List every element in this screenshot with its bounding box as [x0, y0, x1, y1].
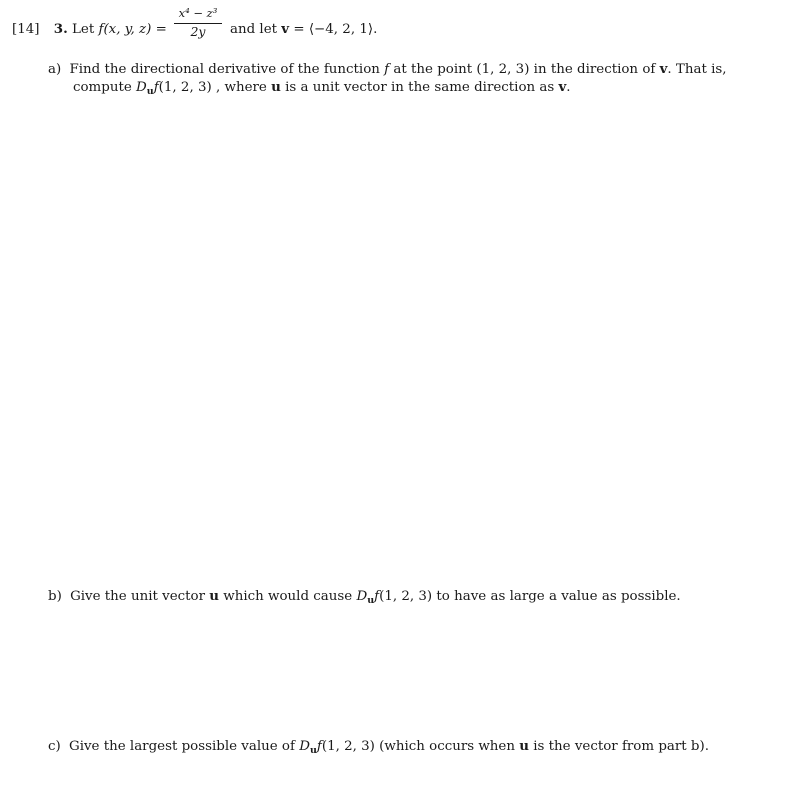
part-b-text: to have as large a value as possible. [436, 589, 681, 604]
part-a-text: at the point (1, 2, 3) in the direction of [393, 62, 656, 77]
part-c [48, 738, 709, 756]
vector-u: u [271, 79, 281, 95]
question-number: 3. [53, 21, 68, 37]
part-a-label: a) [48, 62, 62, 77]
and-let-text: and let [230, 22, 278, 37]
points-label: [14] [12, 22, 40, 37]
part-a-text: is a unit vector in the same direction as [285, 80, 555, 95]
fraction-denominator: 2y [190, 24, 206, 39]
part-b-text: Give the unit vector [70, 589, 205, 604]
question-header [12, 21, 167, 37]
directional-derivative: $D_uf$ [136, 80, 159, 97]
part-a-line-1 [48, 61, 727, 77]
function-fraction [172, 8, 224, 39]
function-lhs: f(x, y, z) = [98, 22, 167, 37]
point-expression: (1, 2, 3) [379, 589, 433, 604]
part-c-label: c) [48, 739, 61, 754]
directional-derivative: $D_uf$ [356, 589, 380, 606]
vector-v: v [659, 61, 668, 77]
part-a-line-2 [73, 79, 571, 97]
part-b-label: b) [48, 589, 62, 604]
vector-v: v [558, 79, 567, 95]
part-a-text: compute [73, 80, 132, 95]
part-c-text: (which occurs when [379, 739, 515, 754]
part-b-text: which would cause [223, 589, 353, 604]
vector-u: u [209, 588, 219, 604]
vector-definition [230, 21, 377, 37]
question-intro: Let [72, 22, 95, 37]
part-b [48, 588, 681, 606]
part-a-text: . That is, [667, 62, 727, 77]
point-expression: (1, 2, 3) , [158, 80, 221, 95]
part-a-text: where [224, 80, 267, 95]
vector-u: u [519, 738, 529, 754]
point-expression: (1, 2, 3) [321, 739, 375, 754]
vector-value: = ⟨−4, 2, 1⟩. [293, 22, 378, 37]
part-c-text: is the vector from part b). [533, 739, 709, 754]
function-symbol: f [384, 62, 390, 77]
directional-derivative: $D_uf$ [299, 739, 322, 756]
part-c-text: Give the largest possible value of [69, 739, 295, 754]
vector-v: v [281, 21, 290, 37]
part-a-text: Find the directional derivative of the function [69, 62, 380, 77]
fraction-numerator: x⁴ − z³ [178, 6, 218, 20]
part-a-text: . [566, 80, 571, 95]
